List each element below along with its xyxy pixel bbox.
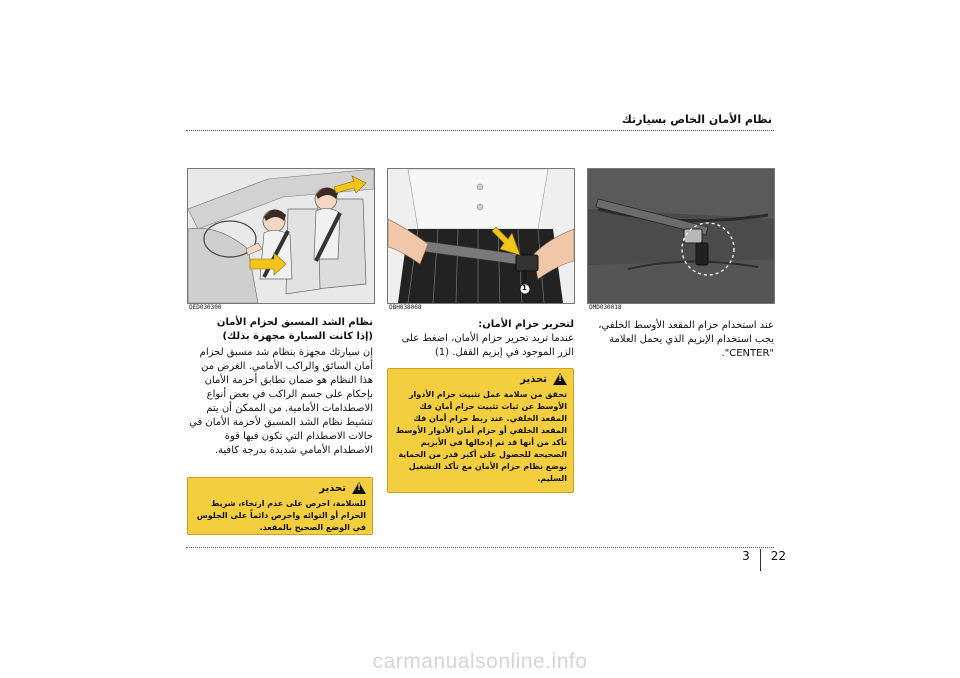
pretensioner-warning-text: للسلامة، احرص على عدم ارتخاء، شريط الحزام أو التوائه واحرص دائماً على الجلوس في الوضع الصحيح بالمقعد. xyxy=(196,499,366,532)
page-number xyxy=(742,549,786,571)
release-warning-title: تحذير xyxy=(520,373,547,385)
release-section xyxy=(387,318,574,360)
footer-divider xyxy=(186,547,774,548)
pretensioner-illustration xyxy=(187,168,375,304)
buckle-callout-number: 1 xyxy=(522,284,527,292)
center-buckle-photo xyxy=(587,168,775,304)
warning-triangle-icon xyxy=(553,373,567,385)
middle-photo-code: OBH038068 xyxy=(389,304,422,311)
pretensioner-warning-box xyxy=(187,477,373,535)
buckle-release-photo xyxy=(387,168,575,304)
center-buckle-paragraph: عند استخدام حزام المقعد الأوسط الخلفي، يجب استخدام الإبزيم الذي يحمل العلامة "CENTER". xyxy=(598,320,774,359)
page-header-title: نظام الأمان الخاص بسيارتك xyxy=(621,113,772,126)
release-warning-text: تحقق من سلامة عمل تثبيت حزام الأدوار الأوسط عن ثبات تثبيت حزام أمان فك المقعد الخلفي. عند ربط حزام أمان فك المقعد الخلفي أو حزام أمان الأدوار الأوسط تأكد من أنها قد تم إدخالها في الأبزيم الصحيحة للحصول على أكبر قدر من الحماية بوضع نظام حزام الأمان مع تأكد التشغيل السليم. xyxy=(395,390,567,483)
release-heading: لتحرير حزام الأمان: xyxy=(478,319,574,330)
pretensioner-section xyxy=(187,316,373,458)
site-watermark: carmanualsonline.info xyxy=(372,650,588,673)
pretensioner-subheading: (إذا كانت السيارة مجهزة بذلك) xyxy=(222,331,373,342)
buckle-release-drawing xyxy=(388,169,574,303)
release-warning-box xyxy=(387,368,574,493)
pretensioner-warning-title: تحذير xyxy=(319,482,346,494)
pretensioner-heading: نظام الشد المسبق لحزام الأمان xyxy=(216,317,373,328)
release-paragraph: عندما تريد تحرير حزام الأمان، اضغط على الزر الموجود في إبزيم القفل. (1) xyxy=(401,333,574,358)
pretensioner-warning-header xyxy=(194,482,366,494)
left-photo-code: OED030300 xyxy=(189,304,222,311)
right-photo-code: OMD030018 xyxy=(589,304,622,311)
pretensioner-paragraph: إن سيارتك مجهزة بنظام شد مسبق لحزام أمان السائق والراكب الأمامي. الغرض من هذا النظام هو ضمان تطابق أحزمة الأمان بإحكام على جسم الراكب في بعض أنواع الاصطدامات الأمامية. من الممكن أن يتم تنشيط نظام الشد المسبق لأحزمة الأمان في حالات الاصطدام التي تكون فيها قوة الاصطدام الأمامي شديدة بدرجة كافية. xyxy=(189,347,373,456)
pretensioner-illustration-drawing xyxy=(188,169,374,303)
header-divider xyxy=(186,130,774,131)
page-number-separator xyxy=(760,549,761,571)
center-buckle-drawing xyxy=(588,169,774,303)
release-warning-header xyxy=(394,373,567,385)
chapter-number: 3 xyxy=(742,549,750,563)
page-number-value: 22 xyxy=(770,549,786,563)
warning-triangle-icon xyxy=(352,482,366,494)
